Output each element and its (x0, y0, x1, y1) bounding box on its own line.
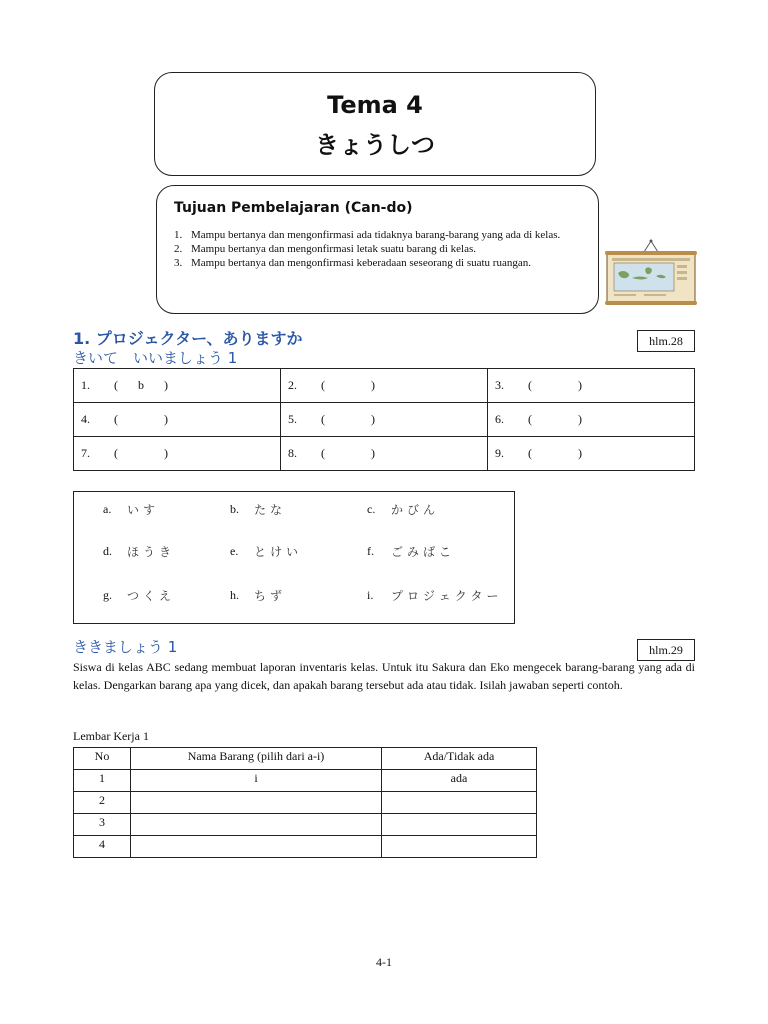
objective-item: 1. Mampu bertanya dan mengonfirmasi ada tidaknya barang-barang yang ada di kelas. (174, 229, 561, 241)
learning-objectives-box (156, 185, 599, 314)
item-answer-cell[interactable] (131, 792, 382, 814)
theme-title-box (154, 72, 596, 176)
page-reference-badge: hlm.29 (637, 639, 695, 661)
table-row: 3 (74, 814, 537, 836)
section-heading-projector: 1. プロジェクター、ありますか (73, 329, 303, 348)
choice-item: g. つくえ (103, 588, 176, 603)
objective-item: 2. Mampu bertanya dan mengonfirmasi letak suatu barang di kelas. (174, 243, 476, 255)
table-row: 2 (74, 792, 537, 814)
column-header-status: Ada/Tidak ada (382, 748, 537, 770)
status-answer-cell[interactable] (382, 836, 537, 858)
answer-cell-8[interactable]: 8. ( ) (281, 437, 488, 471)
vocabulary-choices-box (73, 491, 515, 624)
answer-cell-6[interactable]: 6. ( ) (488, 403, 695, 437)
table-row: 1 i ada (74, 770, 537, 792)
answer-cell-2[interactable]: 2. ( ) (281, 369, 488, 403)
item-answer-cell[interactable]: i (131, 770, 382, 792)
choice-item: h. ちず (230, 588, 287, 603)
answer-cell-5[interactable]: 5. ( ) (281, 403, 488, 437)
table-row: 4 (74, 836, 537, 858)
answer-value: b (138, 378, 144, 392)
page-number: 4-1 (376, 955, 392, 969)
choice-item: i. プロジェクター (367, 588, 503, 603)
theme-title-japanese: きょうしつ (315, 131, 435, 159)
choice-item: f. ごみばこ (367, 544, 456, 559)
choice-item: b. たな (230, 502, 287, 517)
choice-item: d. ほうき (103, 544, 176, 559)
wall-map-illustration (604, 238, 698, 308)
answer-cell-9[interactable]: 9. ( ) (488, 437, 695, 471)
answer-grid (73, 368, 695, 471)
answer-cell-7[interactable]: 7. ( ) (74, 437, 281, 471)
item-answer-cell[interactable] (131, 836, 382, 858)
table-header-row (74, 748, 537, 770)
listen-and-speak-heading: きいて いいましょう 1 (73, 349, 238, 367)
objective-item: 3. Mampu bertanya dan mengonfirmasi keberadaan seseorang di suatu ruangan. (174, 257, 531, 269)
answer-cell-3[interactable]: 3. ( ) (488, 369, 695, 403)
choice-item: e. とけい (230, 544, 303, 559)
column-header-item: Nama Barang (pilih dari a-i) (131, 748, 382, 770)
learning-objectives-title: Tujuan Pembelajaran (Can-do) (174, 200, 413, 216)
status-answer-cell[interactable] (382, 792, 537, 814)
choice-item: c. かびん (367, 502, 440, 517)
learning-objectives-list (174, 228, 584, 270)
answer-cell-1[interactable]: 1. ( b ) (74, 369, 281, 403)
instructions-paragraph: Siswa di kelas ABC sedang membuat laporan inventaris kelas. Untuk itu Sakura dan Eko mengecek barang-barang yang ada di kelas. Dengarkan barang apa yang dicek, dan apakah barang tersebut ada atau tidak. Isilah jawaban seperti contoh. (73, 660, 695, 692)
theme-number: Tema 4 (327, 91, 423, 119)
column-header-no: No (74, 748, 131, 770)
listening-heading: ききましょう 1 (73, 638, 178, 656)
worksheet-label: Lembar Kerja 1 (73, 729, 149, 743)
answer-cell-4[interactable]: 4. ( ) (74, 403, 281, 437)
choice-item: a. いす (103, 502, 160, 517)
status-answer-cell[interactable]: ada (382, 770, 537, 792)
page-reference-badge: hlm.28 (637, 330, 695, 352)
worksheet-table (73, 747, 537, 858)
item-answer-cell[interactable] (131, 814, 382, 836)
status-answer-cell[interactable] (382, 814, 537, 836)
